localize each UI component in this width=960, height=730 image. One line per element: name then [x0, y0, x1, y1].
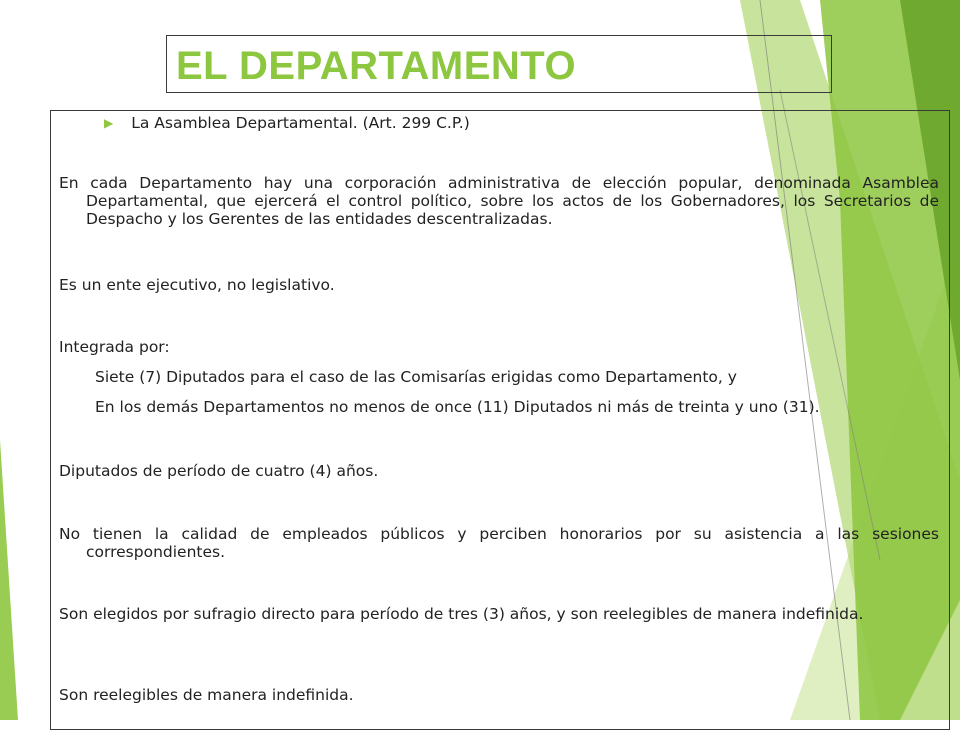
slide-title: EL DEPARTAMENTO	[176, 44, 577, 88]
paragraph-election: Son elegidos por sufragio directo para período de tres (3) años, y son reelegibles de manera indefinida.	[59, 605, 864, 623]
paragraph-reelection: Son reelegibles de manera indefinida.	[59, 686, 354, 704]
paragraph-status: No tienen la calidad de empleados públicos y perciben honorarios por su asistencia a las sesiones correspondientes.	[59, 525, 939, 561]
paragraph-definition: En cada Departamento hay una corporación administrativa de elección popular, denominada Asamblea Departamental, que ejercerá el control político, sobre los actos de los Gobernadores, los Secretarios de Despacho y los Gerentes de las entidades descentralizadas.	[59, 174, 939, 228]
title-box	[166, 35, 832, 93]
composition-item: Siete (7) Diputados para el caso de las Comisarías erigidas como Departamento, y	[95, 368, 737, 386]
composition-item: En los demás Departamentos no menos de once (11) Diputados ni más de treinta y uno (31).	[95, 398, 820, 416]
paragraph-composition: Integrada por:	[59, 338, 170, 356]
triangle-right-icon: ▶	[104, 116, 114, 130]
bullet-text: La Asamblea Departamental. (Art. 299 C.P.)	[131, 114, 470, 132]
left-green-wedge	[0, 440, 18, 720]
bullet-item	[104, 114, 470, 132]
paragraph-nature: Es un ente ejecutivo, no legislativo.	[59, 276, 335, 294]
paragraph-term: Diputados de período de cuatro (4) años.	[59, 462, 379, 480]
